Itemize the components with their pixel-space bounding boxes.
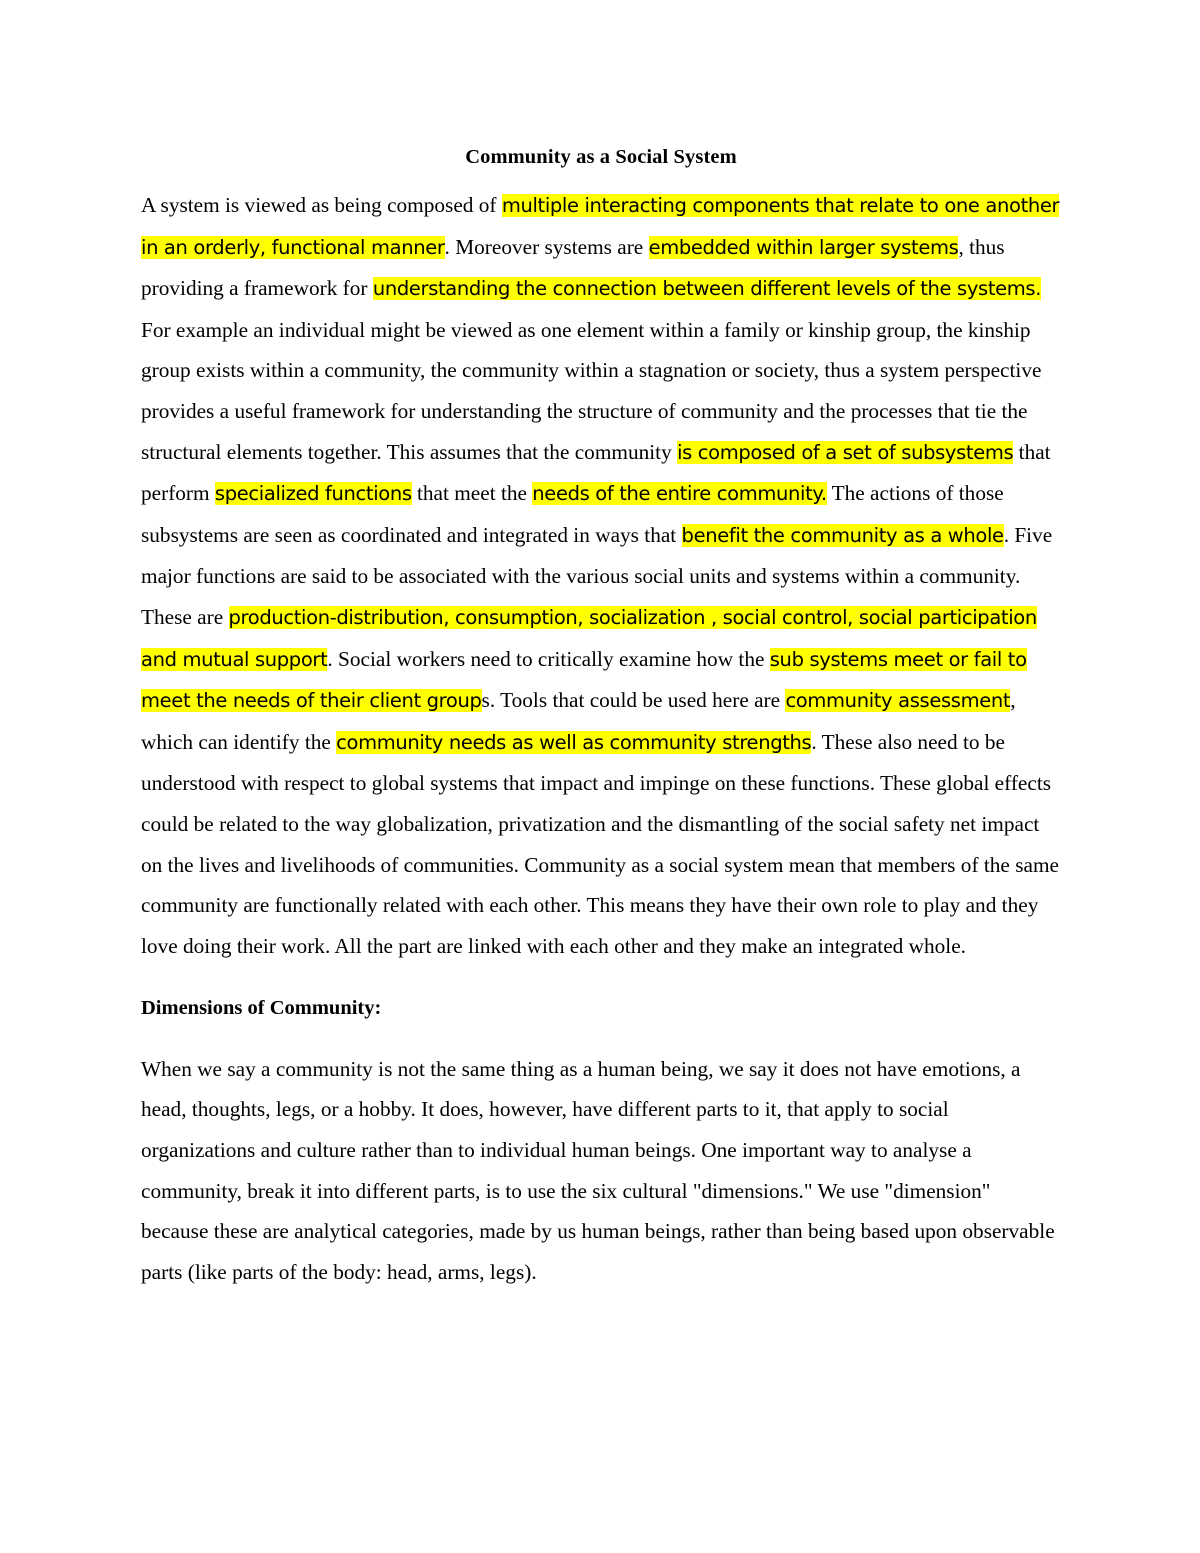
text-run: s. Tools that could be used here are bbox=[481, 688, 786, 713]
document-title: Community as a Social System bbox=[465, 146, 737, 168]
text-run: that meet the bbox=[411, 481, 533, 506]
text-run: . Social workers need to critically examine how the bbox=[327, 646, 770, 671]
document-body bbox=[141, 140, 1061, 1292]
highlighted-text: is composed of a set of subsystems bbox=[677, 440, 1014, 464]
text-run: The actions of those subsystems are seen as coordinated and integrated in ways that bbox=[141, 481, 1004, 547]
text-run: , which can identify the bbox=[141, 688, 1016, 754]
highlighted-text: embedded within larger systems bbox=[648, 235, 959, 259]
highlighted-text: community assessment bbox=[785, 689, 1011, 713]
text-run: For example an individual might be viewed as one element within a family or kinship group, the kinship group exists within a community, the community within a stagnation or society, thus a system perspective provides a useful framework for understanding the structure of community and the processes that tie the structural elements together. This assumes that the community bbox=[141, 317, 1042, 464]
paragraph-dimensions: When we say a community is not the same thing as a human being, we say it does not have emotions, a head, thoughts, legs, or a hobby. It does, however, have different parts to it, that apply to social organizations and culture rather than to individual human beings. One important way to analyse a community, break it into different parts, is to use the six cultural "dimensions." We use "dimension" because these are analytical categories, made by us human beings, rather than being based upon observable parts (like parts of the body: head, arms, legs). bbox=[141, 1056, 1055, 1284]
highlighted-text: production-distribution, consumption, socialization , social control, social participation and mutual support bbox=[141, 605, 1037, 671]
section-heading-dimensions: Dimensions of Community: bbox=[141, 997, 382, 1020]
highlighted-text: benefit the community as a whole bbox=[681, 523, 1004, 547]
text-run: . These also need to be understood with respect to global systems that impact and impinge on these functions. These global effects could be related to the way globalization, privatization and the dismantling of the social safety net impact on the lives and livelihoods of communities. Community as a social system mean that members of the same community are functionally related with each other. This means they have their own role to play and they love doing their work. All the part are linked with each other and they make an integrated whole. bbox=[141, 729, 1059, 958]
text-run: A system is viewed as being composed of bbox=[141, 193, 502, 217]
highlighted-text: needs of the entire community. bbox=[532, 482, 827, 506]
text-run: . Five major functions are said to be associated with the various social units and systems within a community. These are bbox=[141, 522, 1053, 629]
text-run: . Moreover systems are bbox=[444, 234, 649, 259]
highlighted-text: community needs as well as community strengths bbox=[336, 730, 812, 754]
paragraph-community-as-system bbox=[141, 185, 1061, 966]
text-run: that perform bbox=[141, 439, 1051, 506]
highlighted-text: sub systems meet or fail to meet the needs of their client group bbox=[141, 647, 1027, 713]
highlighted-text: specialized functions bbox=[214, 482, 412, 506]
highlighted-text: multiple interacting components that relate to one another in an orderly, functional manner bbox=[141, 194, 1060, 259]
highlighted-text: understanding the connection between different levels of the systems. bbox=[372, 277, 1042, 301]
text-run: , thus providing a framework for bbox=[141, 234, 1005, 301]
